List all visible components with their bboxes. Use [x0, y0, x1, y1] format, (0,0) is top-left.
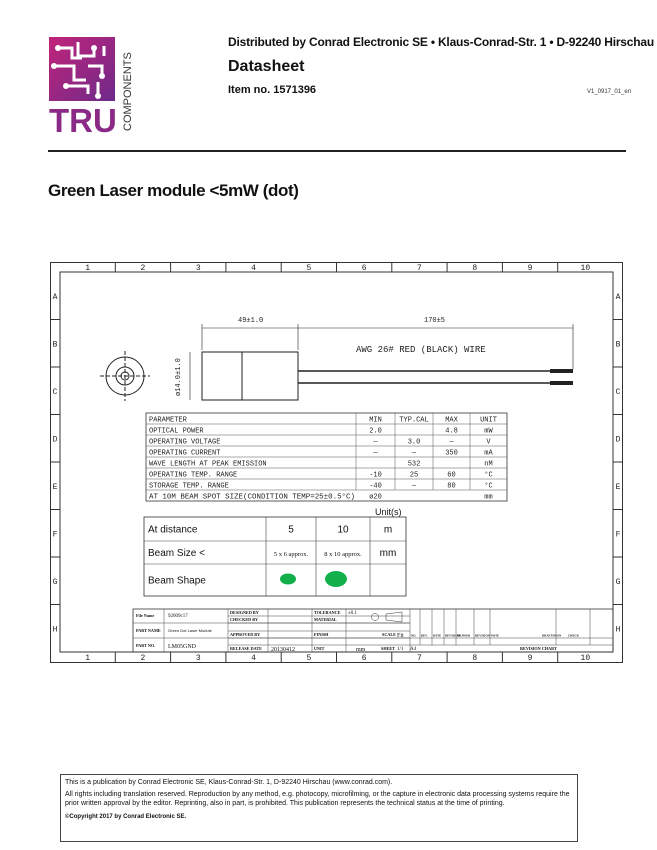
revision-chart-label: REVISION CHART	[520, 646, 557, 651]
tolerance-label: TOLERANCE	[314, 610, 341, 615]
tolerance: ±0.1	[348, 611, 357, 616]
copyright: ©Copyright 2017 by Conrad Electronic SE.	[65, 814, 187, 820]
title-block	[133, 609, 613, 653]
beam-row-label: Beam Size <	[148, 548, 205, 559]
tru-components-logo	[48, 36, 134, 136]
item-number: Item no. 1571396	[228, 84, 317, 96]
column-number: 10	[580, 264, 591, 273]
spec-table	[146, 413, 507, 502]
row-letter: H	[615, 625, 621, 635]
spec-value-cell: —	[449, 438, 454, 447]
spec-value-cell: ø20	[369, 493, 382, 502]
technical-drawing	[50, 262, 623, 663]
column-numbers-top	[85, 262, 590, 273]
logo-text: TRU	[49, 102, 117, 136]
spec-value-cell: -40	[369, 482, 382, 491]
column-number: 6	[361, 264, 367, 273]
spec-header-cell: PARAMETER	[149, 416, 187, 425]
column-number: 9	[527, 264, 533, 273]
row-letters-left	[50, 293, 60, 635]
beam-row-label: Beam Shape	[148, 575, 206, 587]
spec-param-cell: STORAGE TEMP. RANGE	[149, 482, 229, 491]
drawing-outer-frame	[51, 263, 623, 663]
spec-value-cell: V	[486, 438, 491, 447]
distributor-line: Distributed by Conrad Electronic SE • Klaus-Conrad-Str. 1 • D-92240 Hirschau	[228, 35, 654, 49]
drawing-inner-frame	[60, 272, 613, 652]
spec-value-cell: —	[373, 449, 378, 458]
row-letter: D	[615, 435, 621, 445]
spec-value-cell: 4.8	[445, 427, 458, 436]
spec-param-cell: WAVE LENGTH AT PEAK EMISSION	[149, 460, 267, 469]
revision-header: REVISION NOTE	[475, 633, 500, 638]
beam-spot-5m	[280, 574, 296, 585]
file-name: 92009c17	[168, 614, 188, 619]
beam-cell: mm	[379, 548, 397, 559]
column-number: 9	[527, 654, 533, 663]
spec-value-cell: 3.0	[407, 438, 421, 447]
beam-cell: m	[383, 524, 393, 536]
column-number: 3	[195, 264, 201, 273]
spec-param-cell: OPTICAL POWER	[149, 427, 204, 436]
diameter-dimension: ø14.0±1.0	[175, 358, 183, 396]
beam-cell: 5	[288, 524, 294, 536]
column-number: 7	[417, 264, 422, 273]
sheet-label: SHEET	[381, 646, 395, 651]
approved-by: APPROVED BY	[230, 632, 261, 637]
release-date: 20130412	[271, 647, 295, 653]
spec-value-cell: mW	[484, 427, 493, 436]
column-number: 6	[361, 654, 367, 663]
spec-value-cell: 60	[447, 471, 456, 480]
beam-table	[144, 517, 406, 596]
part-name-label: PART NAME	[136, 628, 161, 633]
spec-param-cell: OPERATING CURRENT	[149, 449, 221, 458]
spec-header-cell: UNIT	[480, 416, 497, 425]
version-code: V1_0917_01_en	[587, 89, 632, 95]
spec-value-cell: -10	[369, 471, 382, 480]
column-number: 1	[85, 654, 91, 663]
revision-header: CHECK	[568, 633, 580, 638]
spec-value-cell: —	[411, 449, 417, 458]
column-number: 2	[140, 654, 146, 663]
spec-param-cell: OPERATING TEMP. RANGE	[149, 471, 238, 480]
row-letter: F	[52, 530, 58, 540]
row-letter: G	[615, 577, 621, 587]
column-number: 2	[140, 264, 146, 273]
column-number: 5	[306, 654, 312, 663]
spec-value-cell: 25	[409, 471, 419, 480]
column-number: 3	[195, 654, 201, 663]
spec-value-cell: nM	[484, 460, 493, 469]
beam-row-label: At distance	[148, 524, 198, 536]
beam-cell: 8 x 10 approx.	[324, 551, 362, 558]
beam-cell: 10	[337, 524, 349, 536]
column-number: 7	[417, 654, 422, 663]
rights-notice: All rights including translation reserved. Reproduction by any method, e.g. photocopy, microfilming, or the capture in electronic data processing systems require the prior written approval by the editor. Reprinting, also in part, is prohibited. This publication represents the technical status at the time of printing.	[65, 791, 570, 807]
wire-length-dimension: 170±5	[424, 317, 446, 325]
column-number: 4	[251, 654, 256, 663]
publisher-line: This is a publication by Conrad Electronic SE, Klaus-Conrad-Str. 1, D-92240 Hirschau (www.conrad.com).	[65, 779, 393, 786]
scale-label: SCALE	[382, 632, 396, 637]
revision-header: DRAWER	[457, 633, 471, 638]
row-letter: C	[52, 387, 58, 397]
column-number: 8	[472, 264, 478, 273]
unit: mm	[356, 647, 366, 653]
beam-spot-10m	[325, 571, 347, 587]
spec-value-cell: mm	[484, 493, 493, 502]
row-letter: H	[52, 625, 58, 635]
material-label: MATERIAL	[314, 617, 337, 622]
spec-value-cell: °C	[484, 471, 493, 480]
spec-header-cell: TYP.CAL	[399, 416, 429, 425]
row-letter: F	[615, 530, 621, 540]
spec-value-cell: 350	[445, 449, 458, 458]
part-name: Green Dot Laser Module	[168, 628, 212, 633]
unit-label: Unit(s)	[375, 507, 402, 517]
spec-value-cell: 532	[407, 460, 421, 469]
part-no-label: PART NO.	[136, 643, 156, 648]
header-divider	[48, 150, 626, 152]
row-letter: A	[52, 292, 58, 302]
length-dimension: 49±1.0	[238, 317, 264, 325]
row-letter: B	[615, 340, 621, 350]
spec-value-cell: —	[373, 438, 378, 447]
checked-by: CHECKED BY	[230, 617, 259, 622]
spec-param-cell: OPERATING VOLTAGE	[149, 438, 221, 447]
beam-cell: 5 x 6 approx.	[273, 551, 309, 558]
revision-header: NO.	[411, 633, 417, 638]
sheet: 1/1	[397, 647, 404, 652]
unit-label: UNIT	[314, 646, 325, 651]
revision-header: REVISION	[445, 633, 460, 638]
scale: Fit	[397, 633, 404, 639]
projection-symbol-icon	[386, 612, 402, 622]
row-letter: B	[52, 340, 58, 350]
column-number: 5	[306, 264, 312, 273]
finish-label: FINISH	[314, 632, 329, 637]
row-letter: A	[615, 292, 621, 302]
part-no: LM05GND	[168, 644, 196, 650]
logo-subtext: COMPONENTS	[122, 52, 134, 131]
datasheet-title: Datasheet	[228, 58, 305, 75]
row-letter: D	[52, 435, 58, 445]
module-front-view	[100, 351, 150, 401]
spec-value-cell: mA	[484, 449, 493, 458]
column-number: 10	[580, 654, 591, 663]
column-number: 4	[251, 264, 256, 273]
file-name-label: File Name	[136, 613, 155, 618]
module-side-view	[190, 324, 573, 400]
row-letters-right	[613, 293, 623, 635]
projection-symbol-icon	[372, 614, 379, 621]
spec-header-cell: MIN	[369, 416, 382, 425]
footer-box	[60, 774, 578, 842]
spec-value-cell: °C	[484, 482, 493, 491]
spec-header-cell: MAX	[445, 416, 458, 425]
paper-size: A4	[410, 647, 417, 652]
wire-label: AWG 26# RED (BLACK) WIRE	[356, 345, 486, 355]
spec-value-cell: —	[411, 482, 417, 491]
revision-header: DATE	[433, 633, 442, 638]
row-letter: E	[52, 482, 58, 492]
product-title: Green Laser module <5mW (dot)	[48, 181, 299, 200]
revision-header: DRAFTSMAN	[542, 633, 562, 638]
spec-value-cell: 2.0	[369, 427, 382, 436]
column-numbers-bottom	[85, 652, 590, 663]
release-date-label: RELEASE DATE	[230, 646, 262, 651]
row-letter: G	[52, 577, 58, 587]
designed-by: DESIGNED BY	[230, 610, 259, 615]
spec-value-cell: 80	[447, 482, 456, 491]
revision-header: REV.	[421, 633, 428, 638]
column-number: 1	[85, 264, 91, 273]
row-letter: E	[615, 482, 621, 492]
row-letter: C	[615, 387, 621, 397]
column-number: 8	[472, 654, 478, 663]
spec-param-cell: AT 10M BEAM SPOT SIZE(CONDITION TEMP=25±0.5°C)	[149, 493, 343, 502]
